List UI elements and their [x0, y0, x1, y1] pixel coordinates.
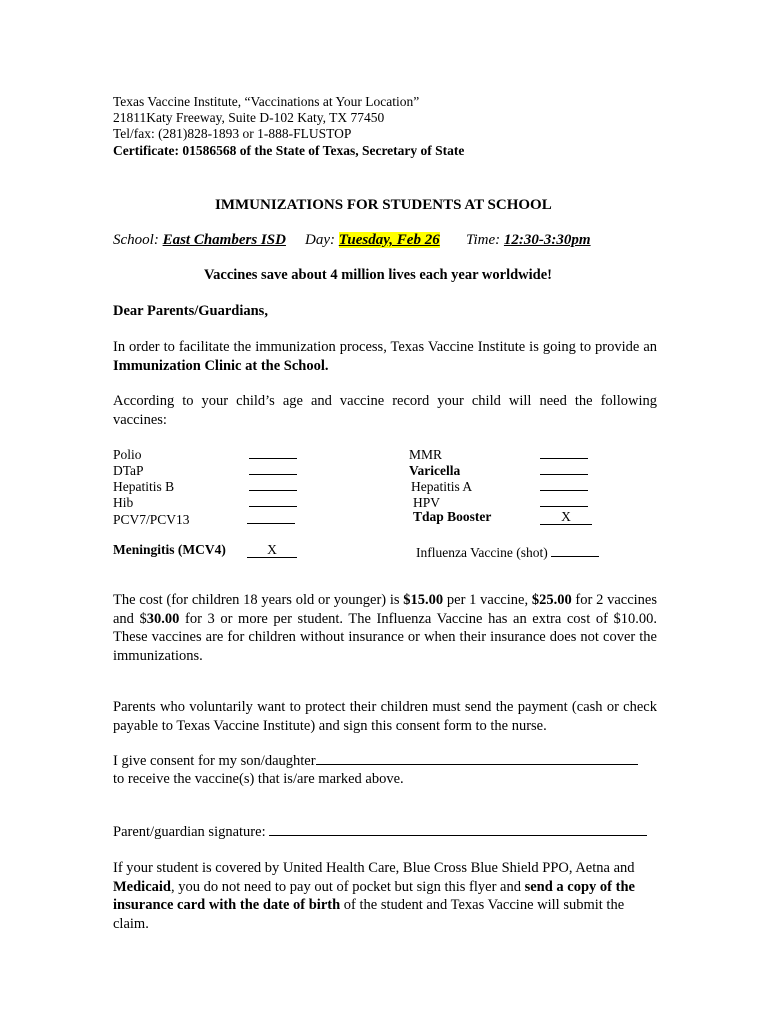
- day-value: Tuesday, Feb 26: [338, 232, 440, 248]
- vaccine-mark[interactable]: [540, 492, 588, 507]
- signature-row: [113, 823, 647, 841]
- influenza-row: [416, 542, 599, 561]
- consent-label: I give consent for my son/daughter: [113, 753, 316, 769]
- school-row: [113, 231, 286, 249]
- cost-paragraph: [113, 591, 657, 665]
- vaccine-right-4: [413, 509, 592, 525]
- vaccine-name: Hepatitis A: [411, 479, 473, 494]
- cost-three-vaccines: 30.00: [146, 610, 180, 627]
- tagline: Vaccines save about 4 million lives each year worldwide!: [204, 267, 552, 283]
- consent-line: [113, 752, 638, 770]
- time-label: Time:: [466, 232, 501, 248]
- time-value: 12:30-3:30pm: [503, 232, 591, 248]
- cost-two-vaccines: $25.00: [531, 592, 572, 608]
- vaccine-name: Polio: [113, 447, 142, 462]
- cost-text: for 3 or more per student. The Influenza Vaccine has an extra cost of $10.00. These vaccines are for children without insurance or when their insurance does not cover the immunizations.: [113, 610, 658, 664]
- vaccine-mark[interactable]: [249, 492, 297, 507]
- cost-text: per 1 vaccine,: [443, 592, 532, 608]
- vaccine-name: Hib: [113, 495, 134, 510]
- vaccine-name: Meningitis (MCV4): [113, 542, 226, 557]
- vaccine-name: Tdap Booster: [413, 509, 492, 524]
- header-certificate: Certificate: 01586568 of the State of Texas, Secretary of State: [113, 143, 465, 158]
- header-phone: Tel/fax: (281)828-1893 or 1-888-FLUSTOP: [113, 126, 352, 141]
- according-paragraph: According to your child’s age and vaccine record your child will need the following vaccines:: [113, 393, 657, 428]
- insurance-text: , you do not need to pay out of pocket but sign this flyer and: [171, 878, 525, 895]
- signature-label: Parent/guardian signature:: [113, 824, 266, 840]
- cost-text: for 2 vaccines and $: [113, 592, 657, 627]
- vaccine-mark[interactable]: [540, 476, 588, 491]
- vaccine-mark[interactable]: [540, 460, 588, 475]
- vaccine-mark[interactable]: [249, 460, 297, 475]
- school-label: School:: [113, 232, 159, 248]
- page-title: IMMUNIZATIONS FOR STUDENTS AT SCHOOL: [215, 197, 552, 213]
- vaccine-name: PCV7/PCV13: [113, 512, 190, 527]
- cost-one-vaccine: $15.00: [403, 592, 444, 608]
- meningitis-row: [113, 542, 297, 558]
- vaccine-mark[interactable]: [540, 444, 588, 459]
- day-label: Day:: [305, 232, 335, 248]
- payment-paragraph: Parents who voluntarily want to protect their children must send the payment (cash or check payable to Texas Vaccine Institute) and sign this consent form to the nurse.: [113, 699, 657, 734]
- vaccine-mark[interactable]: X: [540, 510, 592, 525]
- header-line-1: Texas Vaccine Institute, “Vaccinations at Your Location”: [113, 94, 420, 109]
- vaccine-mark[interactable]: X: [247, 543, 297, 558]
- insurance-paragraph: [113, 859, 653, 933]
- header-address: 21811Katy Freeway, Suite D-102 Katy, TX 77450: [113, 110, 385, 125]
- vaccine-left-4: [113, 509, 295, 528]
- cost-text: The cost (for children 18 years old or younger) is: [113, 592, 404, 608]
- vaccine-mark[interactable]: [551, 542, 599, 557]
- vaccine-name: DTaP: [113, 463, 144, 478]
- school-value: East Chambers ISD: [162, 232, 286, 248]
- intro-paragraph: [113, 338, 657, 375]
- insurance-medicaid: Medicaid: [113, 878, 171, 895]
- greeting: Dear Parents/Guardians,: [113, 303, 268, 319]
- vaccine-name: Varicella: [409, 463, 461, 478]
- vaccine-mark[interactable]: [249, 476, 297, 491]
- insurance-text: of the student and Texas Vaccine will submit the claim.: [113, 897, 625, 932]
- child-name-field[interactable]: [316, 752, 638, 765]
- vaccine-name: HPV: [413, 495, 441, 510]
- consent-line-2: to receive the vaccine(s) that is/are marked above.: [113, 771, 404, 787]
- insurance-card-note: send a copy of the insurance card with the date of birth: [113, 878, 635, 913]
- day-row: [305, 231, 440, 249]
- vaccine-mark[interactable]: [247, 509, 295, 524]
- vaccine-mark[interactable]: [249, 444, 297, 459]
- intro-bold: Immunization Clinic at the School.: [113, 357, 329, 374]
- signature-field[interactable]: [269, 823, 647, 836]
- intro-text: In order to facilitate the immunization process, Texas Vaccine Institute is going to provide an: [113, 339, 657, 355]
- time-row: [466, 231, 591, 249]
- vaccine-name: Hepatitis B: [113, 479, 175, 494]
- insurance-text: If your student is covered by United Health Care, Blue Cross Blue Shield PPO, Aetna and: [113, 860, 635, 876]
- vaccine-name: Influenza Vaccine (shot): [416, 545, 548, 560]
- vaccine-name: MMR: [409, 447, 443, 462]
